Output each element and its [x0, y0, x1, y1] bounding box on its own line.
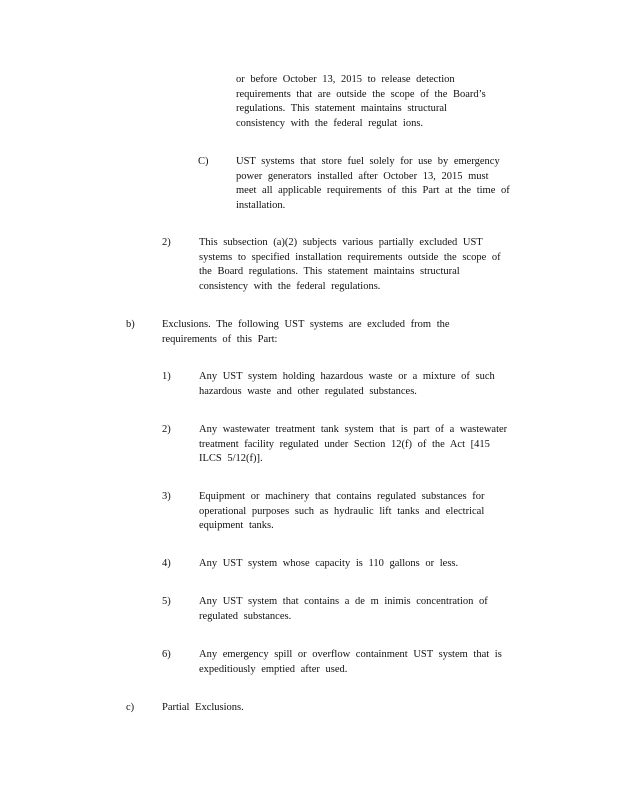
item-marker-b1: 1): [162, 371, 171, 382]
item-b2-paragraph: [199, 423, 529, 467]
item-c-paragraph: [236, 155, 536, 213]
item-marker-b5: 5): [162, 596, 171, 607]
text-line: hazardous waste and other regulated substances.: [199, 385, 417, 397]
text-line: This subsection (a)(2) subjects various partially excluded UST: [199, 237, 483, 248]
text-line: power generators installed after October 13, 2015 must: [236, 170, 489, 182]
section-b-paragraph: [162, 318, 492, 347]
text-line: systems to specified installation requirements outside the scope of: [199, 251, 501, 263]
text-line: equipment tanks.: [199, 520, 274, 532]
text-line: expeditiously emptied after used.: [199, 663, 348, 675]
text-line: consistency with the federal regulations.: [199, 280, 381, 292]
text-line: Partial Exclusions.: [162, 702, 244, 713]
item-b3-paragraph: [199, 490, 529, 534]
text-line: Any wastewater treatment tank system that is part of a wastewater: [199, 424, 508, 435]
text-line: requirements of this Part:: [162, 333, 278, 345]
section-c-heading: [162, 701, 362, 716]
continuation-paragraph: [236, 73, 526, 131]
section-marker-b: b): [126, 319, 135, 330]
item-b5-paragraph: [199, 595, 529, 624]
item-marker-b2: 2): [162, 424, 171, 435]
text-line: Any UST system that contains a de m inimis concentration of: [199, 596, 488, 607]
text-line: operational purposes such as hydraulic lift tanks and electrical: [199, 505, 485, 517]
section-marker-c: c): [126, 702, 135, 713]
text-line: Equipment or machinery that contains regulated substances for: [199, 491, 485, 502]
text-line: regulated substances.: [199, 610, 292, 622]
item-marker-c: C): [198, 156, 209, 167]
item-b6-paragraph: [199, 648, 529, 677]
text-line: Any UST system whose capacity is 110 gallons or less.: [199, 558, 459, 569]
item-b1-paragraph: [199, 370, 529, 399]
text-line: treatment facility regulated under Section 12(f) of the Act [415: [199, 438, 490, 450]
text-line: meet all applicable requirements of this Part at the time of: [236, 185, 510, 197]
text-line: ILCS 5/12(f)].: [199, 453, 263, 465]
text-line: UST systems that store fuel solely for use by emergency: [236, 156, 500, 167]
item-marker-b3: 3): [162, 491, 171, 502]
item-marker-b6: 6): [162, 649, 171, 660]
text-line: consistency with the federal regulat ions.: [236, 117, 424, 129]
text-line: Exclusions. The following UST systems are excluded from the: [162, 319, 450, 330]
item-marker-2: 2): [162, 237, 171, 248]
item-b4-paragraph: [199, 557, 529, 572]
item-marker-b4: 4): [162, 558, 171, 569]
text-line: Any emergency spill or overflow containment UST system that is: [199, 649, 502, 660]
text-line: requirements that are outside the scope of the Board’s: [236, 88, 486, 100]
text-line: regulations. This statement maintains structural: [236, 103, 447, 115]
text-line: installation.: [236, 199, 286, 211]
item-2-paragraph: [199, 236, 529, 294]
text-line: or before October 13, 2015 to release detection: [236, 74, 455, 85]
text-line: the Board regulations. This statement maintains structural: [199, 266, 460, 278]
text-line: Any UST system holding hazardous waste or a mixture of such: [199, 371, 495, 382]
